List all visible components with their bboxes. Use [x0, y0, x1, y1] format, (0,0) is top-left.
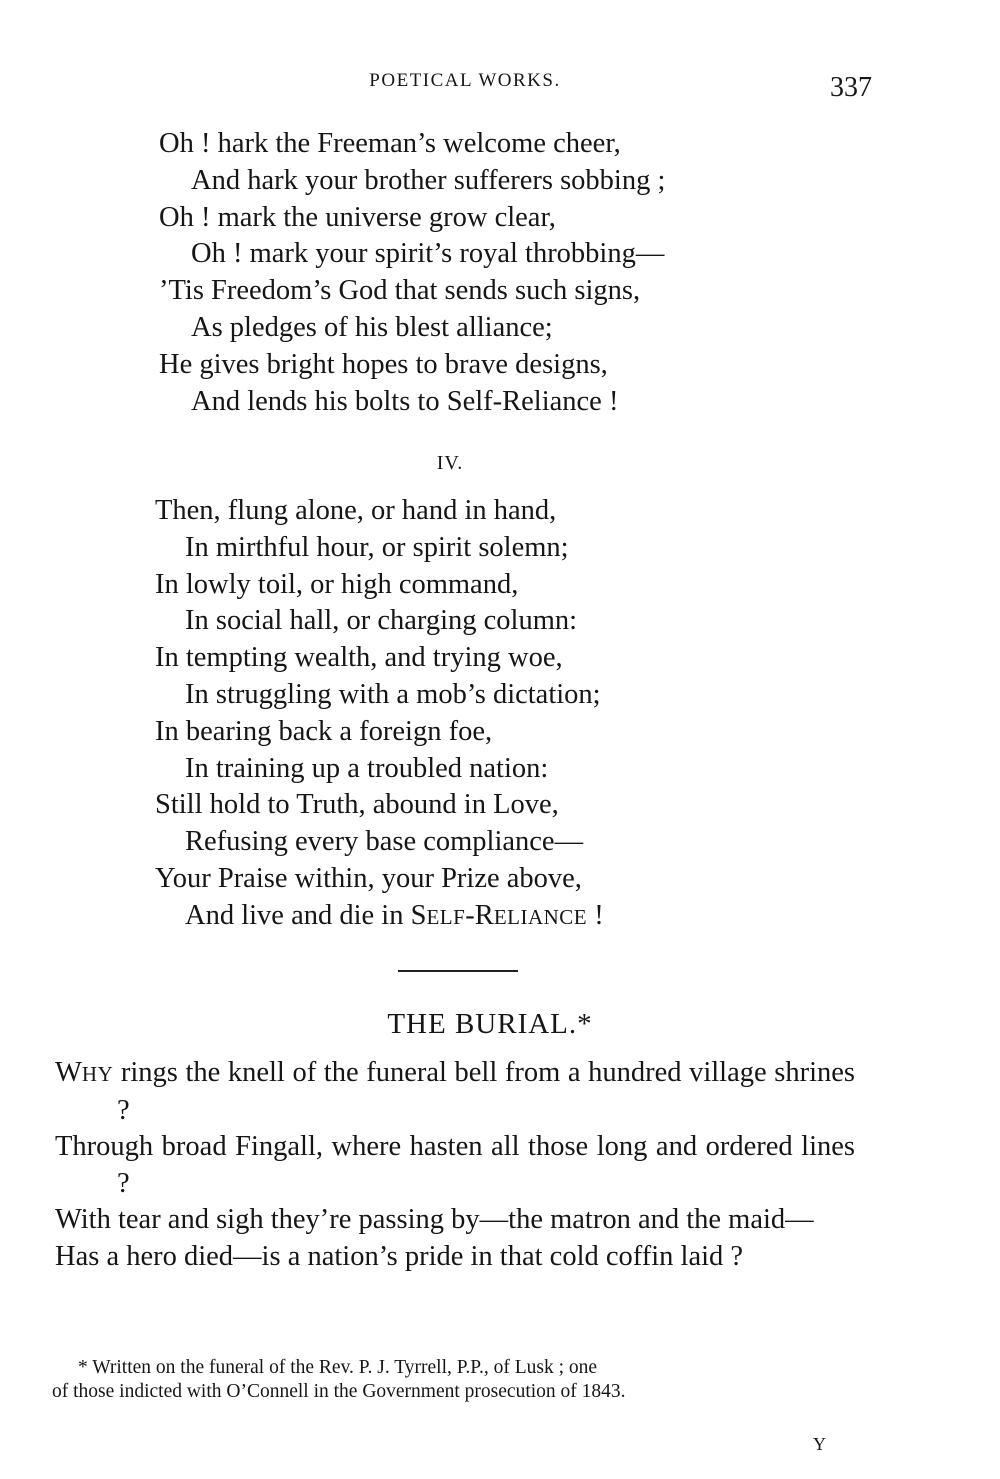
verse-line: In lowly toil, or high command,	[155, 568, 519, 600]
opening-capital: W	[55, 1057, 82, 1088]
stanza-iii-continued	[159, 126, 665, 420]
smallcaps-s: S	[410, 899, 427, 931]
verse-line: And lends his bolts to Self-Reliance !	[191, 385, 619, 417]
verse-line: Refusing every base compliance—	[185, 826, 584, 858]
verse-line: Still hold to Truth, abound in Love,	[155, 789, 559, 821]
verse-line: He gives bright hopes to brave designs,	[159, 348, 608, 380]
final-line-prefix: And live and die in	[185, 899, 411, 931]
opening-smallcaps: HY	[81, 1062, 114, 1086]
verse-line: Through broad Fingall, where hasten all those long and ordered lines ?	[55, 1131, 855, 1199]
verse-line: In bearing back a foreign foe,	[155, 715, 493, 747]
smallcaps-dash: -	[465, 899, 475, 931]
page-number: 337	[830, 72, 872, 103]
burial-poem	[55, 1055, 855, 1276]
footnote-line: * Written on the funeral of the Rev. P. J. Tyrrell, P.P., of Lusk ; one	[78, 1357, 598, 1378]
verse-line: And hark your brother sufferers sobbing ;	[191, 164, 666, 196]
smallcaps-eliance: ELIANCE	[493, 904, 588, 929]
verse-line: In struggling with a mob’s dictation;	[185, 678, 601, 710]
verse-line: In mirthful hour, or spirit solemn;	[185, 531, 569, 563]
verse-line: In social hall, or charging column:	[185, 605, 578, 637]
verse-line: With tear and sigh they’re passing by—the matron and the maid—	[55, 1204, 814, 1236]
poem-title: THE BURIAL.*	[387, 1008, 593, 1040]
footnote-line: of those indicted with O’Connell in the Government prosecution of 1843.	[52, 1381, 626, 1402]
verse-line: In training up a troubled nation:	[185, 752, 549, 784]
smallcaps-elf: ELF	[426, 904, 466, 929]
verse-line: Oh ! mark the universe grow clear,	[159, 201, 556, 233]
smallcaps-r: R	[474, 899, 494, 931]
verse-line-final	[155, 898, 604, 935]
verse-line: Has a hero died—is a nation’s pride in that cold coffin laid ?	[55, 1240, 744, 1272]
signature-mark: Y	[813, 1434, 827, 1454]
footnote	[52, 1356, 858, 1404]
verse-line: Then, flung alone, or hand in hand,	[155, 495, 557, 526]
verse-line: Oh ! mark your spirit’s royal throbbing—	[191, 238, 665, 270]
verse-line	[55, 1055, 855, 1129]
verse-line: Oh ! hark the Freeman’s welcome cheer,	[159, 128, 621, 159]
section-numeral: IV.	[436, 452, 464, 474]
verse-line: Your Praise within, your Prize above,	[155, 862, 582, 894]
running-head: POETICAL WORKS.	[369, 70, 561, 91]
stanza-iv	[155, 493, 604, 935]
final-line-suffix: !	[587, 899, 604, 931]
section-divider-rule	[398, 970, 518, 972]
verse-text: rings the knell of the funeral bell from a hundred village shrines ?	[113, 1057, 855, 1126]
verse-line: ’Tis Freedom’s God that sends such signs,	[159, 275, 641, 307]
verse-line: In tempting wealth, and trying woe,	[155, 642, 563, 674]
verse-line: As pledges of his blest alliance;	[191, 311, 553, 343]
